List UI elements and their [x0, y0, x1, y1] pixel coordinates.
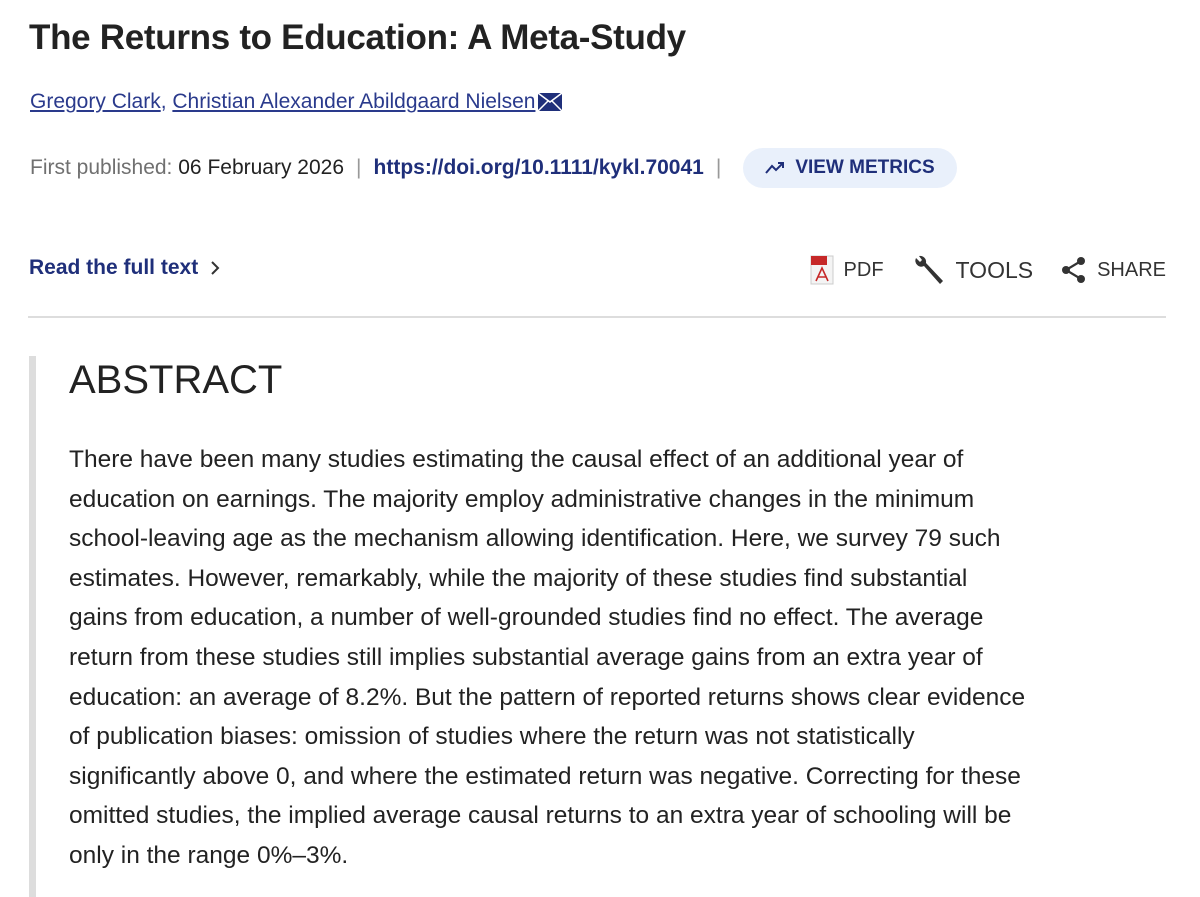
published-date: 06 February 2026	[178, 156, 345, 179]
pdf-button[interactable]	[810, 255, 884, 285]
read-full-text-label: Read the full text	[29, 256, 199, 279]
abstract-line: education on earnings. The majority employ administrative changes in the minimum	[69, 485, 975, 513]
tools-button[interactable]	[912, 254, 1034, 286]
abstract-line: school-leaving age as the mechanism allowing identification. Here, we survey 79 such	[69, 525, 1001, 553]
abstract-line: education: an average of 8.2%. But the pattern of reported returns shows clear evidence	[69, 683, 1026, 711]
abstract-line: estimates. However, remarkably, while the majority of these studies find substantial	[69, 564, 968, 592]
pdf-label: PDF	[843, 258, 884, 281]
publication-meta	[30, 148, 957, 188]
share-icon	[1061, 256, 1087, 284]
author-separator: ,	[160, 90, 167, 113]
abstract-line: omitted studies, the implied average causal returns to an extra year of schooling will be	[69, 802, 1012, 830]
abstract-line: only in the range 0%–3%.	[69, 841, 349, 869]
abstract-line: significantly above 0, and where the estimated return was negative. Correcting for these	[69, 762, 1021, 790]
share-label: SHARE	[1097, 258, 1166, 281]
read-full-text-link[interactable]	[29, 256, 220, 280]
wrench-icon	[912, 254, 946, 286]
divider	[28, 316, 1166, 318]
view-metrics-button[interactable]	[743, 148, 956, 188]
email-icon[interactable]	[538, 93, 562, 117]
abstract-line: gains from education, a number of well-grounded studies find no effect. The average	[69, 604, 984, 632]
separator: |	[715, 156, 722, 179]
doi-link[interactable]: https://doi.org/10.1111/kykl.70041	[373, 156, 704, 179]
author-link[interactable]: Christian Alexander Abildgaard Nielsen	[172, 90, 536, 113]
article-title: The Returns to Education: A Meta-Study	[29, 18, 686, 57]
abstract-line: return from these studies still implies substantial average gains from an extra year of	[69, 643, 983, 671]
published-label: First published:	[30, 156, 173, 179]
pdf-icon	[810, 255, 834, 285]
author-list	[30, 90, 562, 117]
article-toolbar	[810, 254, 1166, 286]
trending-icon	[765, 161, 785, 175]
abstract-heading: ABSTRACT	[69, 358, 283, 402]
abstract-accent-bar	[29, 356, 36, 897]
share-button[interactable]	[1061, 256, 1166, 284]
separator: |	[356, 156, 362, 179]
abstract-line: of publication biases: omission of studies where the return was not statistically	[69, 723, 915, 751]
abstract-line: There have been many studies estimating the causal effect of an additional year of	[69, 446, 964, 473]
tools-label: TOOLS	[955, 256, 1034, 283]
abstract-text	[69, 440, 1025, 876]
view-metrics-label: VIEW METRICS	[795, 157, 935, 178]
chevron-right-icon	[210, 260, 220, 276]
author-link[interactable]: Gregory Clark	[30, 90, 161, 113]
